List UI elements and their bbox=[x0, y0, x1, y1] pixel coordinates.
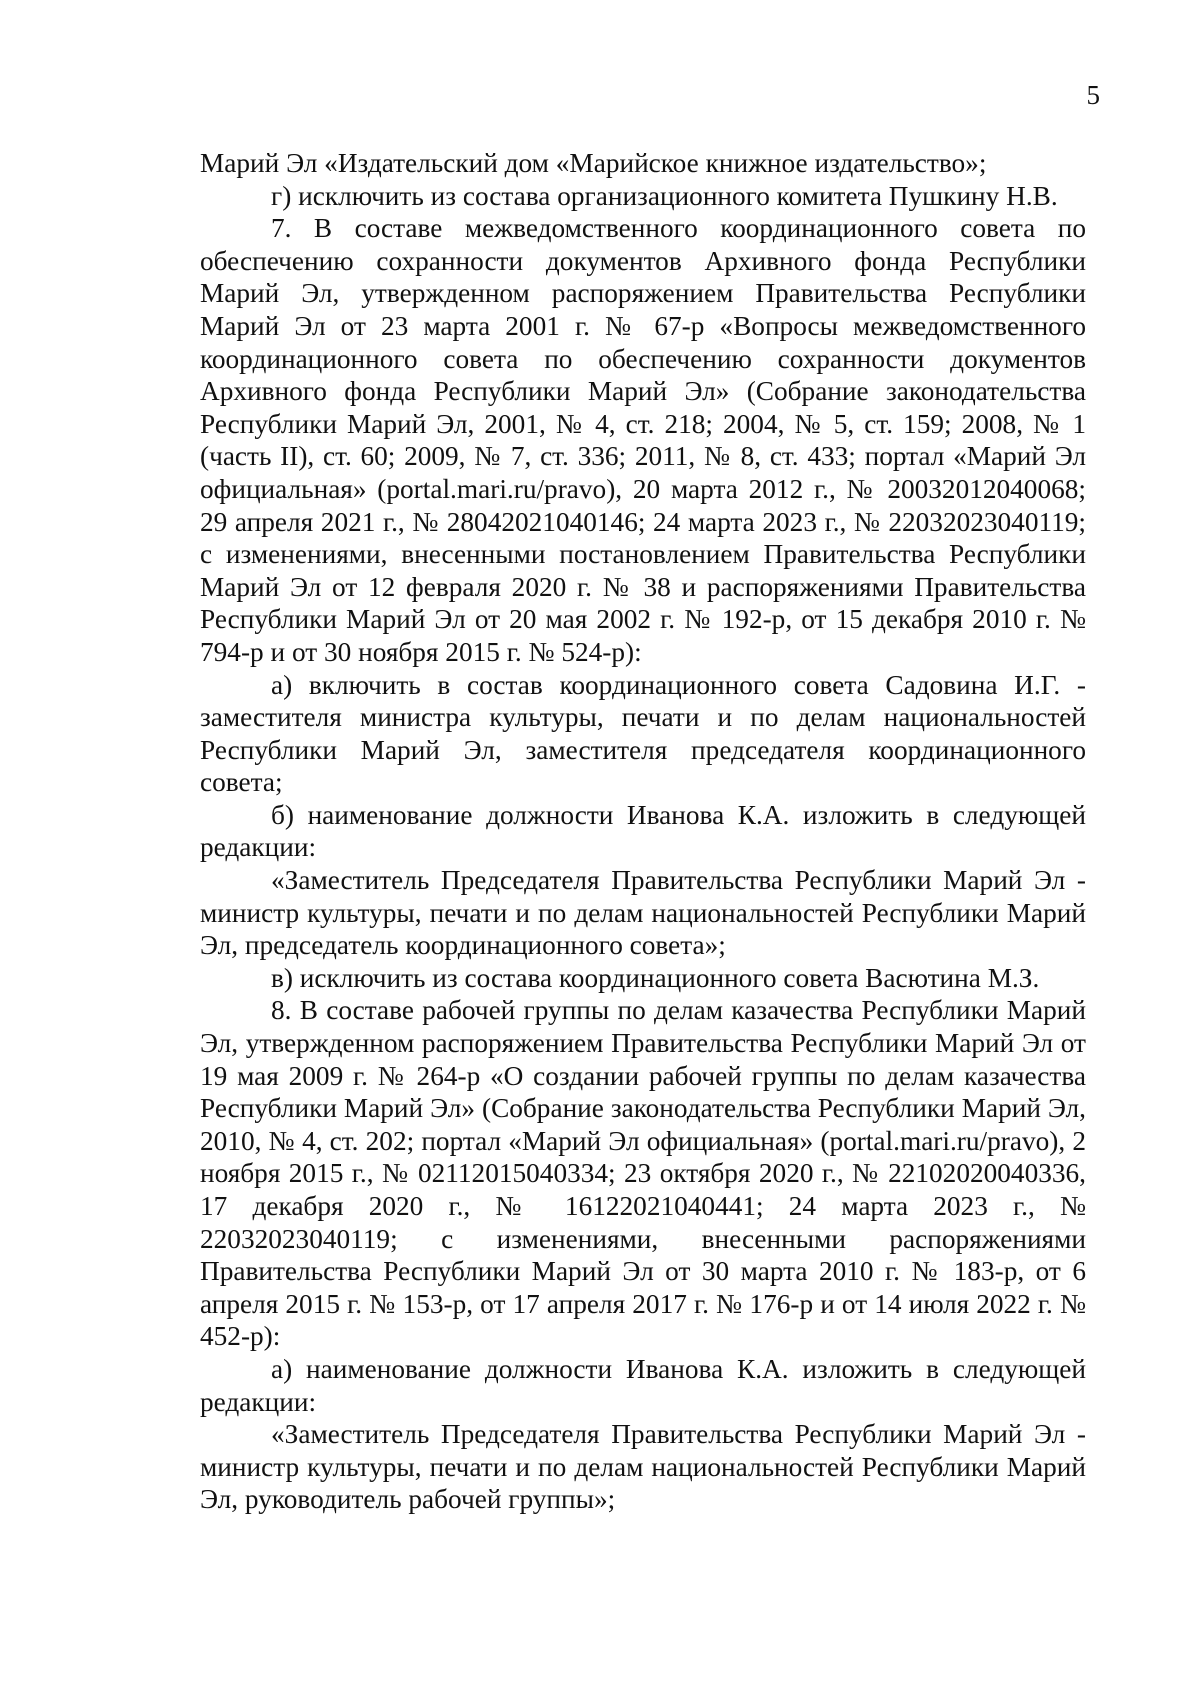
paragraph-section-7-item-a: а) включить в состав координационного совета Садовина И.Г. - заместителя министра культуры, печати и по делам национальностей Республики Марий Эл, заместителя председателя координационного совета; bbox=[200, 669, 1086, 798]
paragraph-continuation: Марий Эл «Издательский дом «Марийское книжное издательство»; bbox=[200, 148, 987, 178]
paragraph-section-8: 8. В составе рабочей группы по делам казачества Республики Марий Эл, утвержденном распоряжением Правительства Республики Марий Эл от 19 мая 2009 г. № 264-р «О создании рабочей группы по делам казачества Республики Марий Эл» (Собрание законодательства Республики Марий Эл, 2010, № 4, ст. 202; портал «Марий Эл официальная» (portal.mari.ru/pravo), 2 ноября 2015 г., № 02112015040334; 23 октября 2020 г., № 22102020040336, 17 декабря 2020 г., № 16122021040441; 24 марта 2023 г., № 22032023040119; с изменениями, внесенными распоряжениями Правительства Республики Марий Эл от 30 марта 2010 г. № 183-р, от 6 апреля 2015 г. № 153-р, от 17 апреля 2017 г. № 176-р и от 14 июля 2022 г. № 452-р): bbox=[200, 995, 1086, 1352]
paragraph-section-7-quote: «Заместитель Председателя Правительства Республики Марий Эл - министр культуры, печати и по делам национальностей Республики Марий Эл, председатель координационного совета»; bbox=[200, 865, 1086, 961]
paragraph-section-8-item-a: а) наименование должности Иванова К.А. изложить в следующей редакции: bbox=[200, 1353, 1086, 1417]
paragraph-section-8-quote: «Заместитель Председателя Правительства Республики Марий Эл - министр культуры, печати и по делам национальностей Республики Марий Эл, руководитель рабочей группы»; bbox=[200, 1419, 1086, 1515]
paragraph-section-7-item-b: б) наименование должности Иванова К.А. изложить в следующей редакции: bbox=[200, 799, 1086, 863]
paragraph-item-g: г) исключить из состава организационного комитета Пушкину Н.В. bbox=[271, 180, 1058, 211]
document-body bbox=[200, 147, 1086, 1516]
page-number: 5 bbox=[1086, 80, 1100, 110]
paragraph-section-7: 7. В составе межведомственного координационного совета по обеспечению сохранности документов Архивного фонда Республики Марий Эл, утвержденном распоряжением Правительства Республики Марий Эл от 23 марта 2001 г. № 67-р «Вопросы межведомственного координационного совета по обеспечению сохранности документов Архивного фонда Республики Марий Эл» (Собрание законодательства Республики Марий Эл, 2001, № 4, ст. 218; 2004, № 5, ст. 159; 2008, № 1 (часть II), ст. 60; 2009, № 7, ст. 336; 2011, № 8, ст. 433; портал «Марий Эл официальная» (portal.mari.ru/pravo), 20 марта 2012 г., № 20032012040068; 29 апреля 2021 г., № 28042021040146; 24 марта 2023 г., № 22032023040119; с изменениями, внесенными постановлением Правительства Республики Марий Эл от 12 февраля 2020 г. № 38 и распоряжениями Правительства Республики Марий Эл от 20 мая 2002 г. № 192-р, от 15 декабря 2010 г. № 794-р и от 30 ноября 2015 г. № 524-р): bbox=[200, 213, 1086, 667]
paragraph-section-7-item-v: в) исключить из состава координационного совета Васютина М.З. bbox=[271, 962, 1040, 993]
